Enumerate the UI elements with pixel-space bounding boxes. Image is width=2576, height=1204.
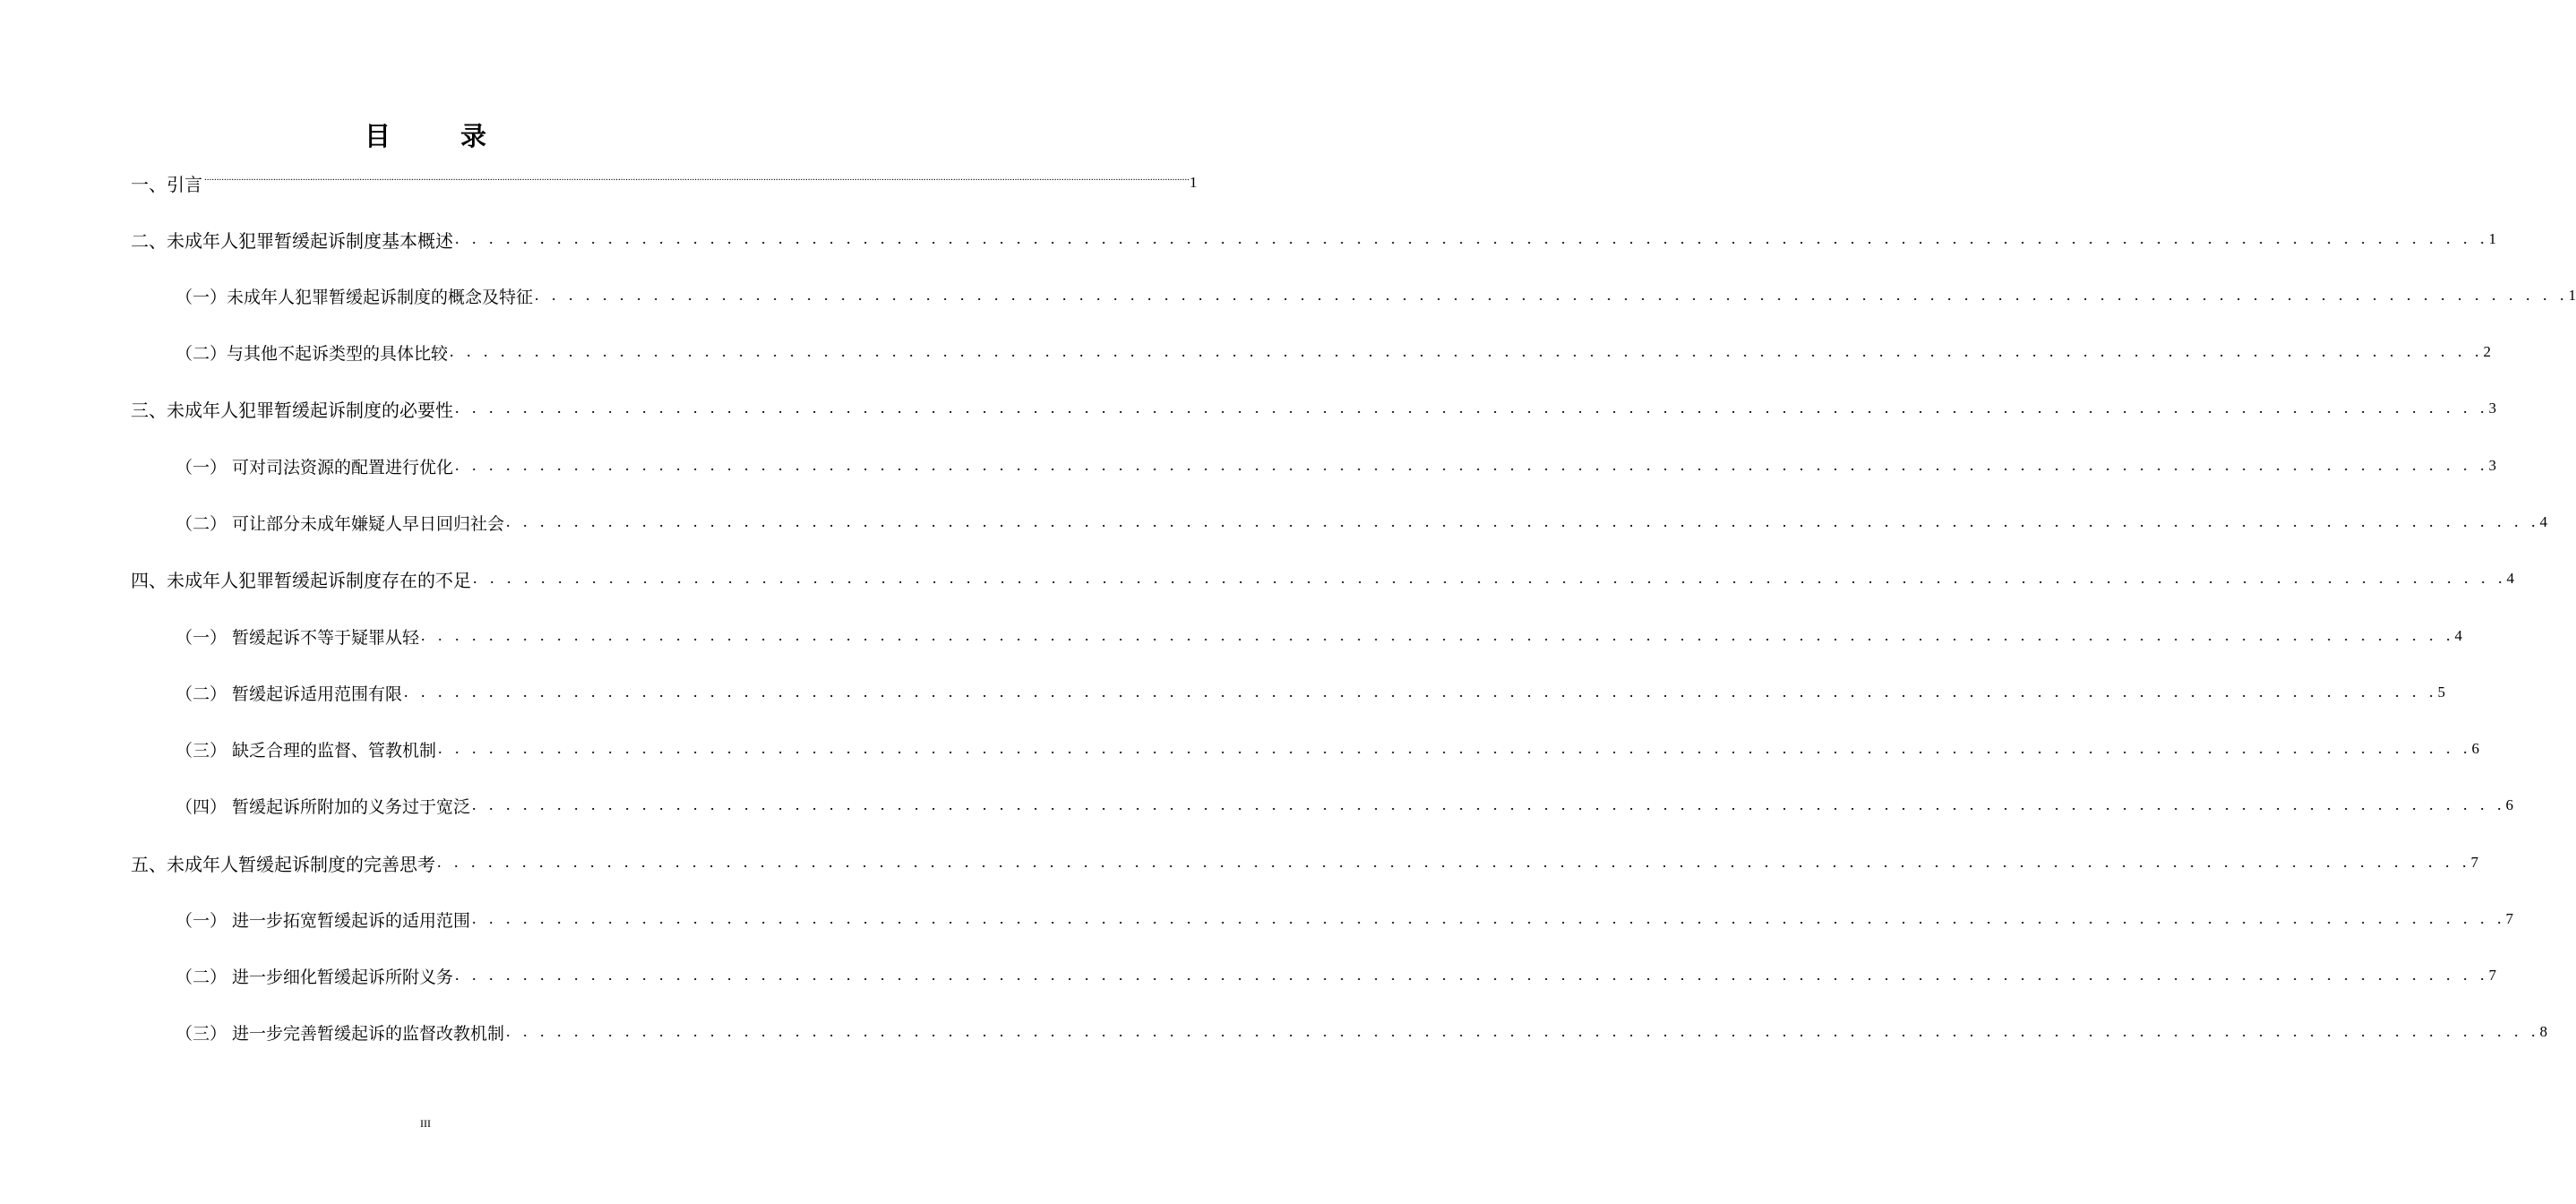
toc-entry-label: 一、引言 [131, 174, 202, 195]
toc-entry-label: 三、未成年人犯罪暂缓起诉制度的必要性 [131, 400, 453, 421]
toc-entry-label: （三） 缺乏合理的监督、管教机制 [176, 741, 437, 761]
toc-entry-page: 7 [2488, 967, 2497, 984]
toc-entry[interactable] [176, 339, 2492, 366]
toc-entry[interactable] [131, 565, 2514, 592]
toc-entry[interactable] [176, 962, 2497, 989]
toc-entry[interactable] [176, 792, 2514, 819]
toc-entry-page: 3 [2488, 457, 2497, 474]
toc-entry-page: 4 [2539, 513, 2548, 530]
toc-entry[interactable] [176, 906, 2514, 933]
toc-dot-leader: . . . . . . . . . . . . . . . . . . . . . . . . . . . . . . . . . . . . . . . . . . . . . . . . . . . . . . . . . . . . . . . . . . . . . . . . . . . . . . . . . . . . . . . . . . . . . . . . . . . . . . . . . . . . . . . . . . . . . . . . [472, 909, 2506, 927]
footer-page-number: III [420, 1117, 431, 1130]
toc-dot-leader: . . . . . . . . . . . . . . . . . . . . . . . . . . . . . . . . . . . . . . . . . . . . . . . . . . . . . . . . . . . . . . . . . . . . . . . . . . . . . . . . . . . . . . . . . . . . . . . . . . . . . . . . . . . . . . . . . . . . . . . . [438, 739, 2472, 757]
toc-entry-label: （二） 进一步细化暂缓起诉所附义务 [176, 968, 454, 987]
toc-entry-label: （一） 暂缓起诉不等于疑罪从轻 [176, 628, 420, 648]
toc-entry[interactable] [131, 395, 2496, 422]
toc-entry-page: 7 [2470, 854, 2478, 871]
toc-entry[interactable] [176, 623, 2463, 649]
toc-entry-label: （一） 进一步拓宽暂缓起诉的适用范围 [176, 911, 471, 931]
toc-entry-page: 5 [2437, 684, 2446, 701]
toc-entry-page: 8 [2539, 1023, 2548, 1040]
toc-dot-leader: . . . . . . . . . . . . . . . . . . . . . . . . . . . . . . . . . . . . . . . . . . . . . . . . . . . . . . . . . . . . . . . . . . . . . . . . . . . . . . . . . . . . . . . . . . . . . . . . . . . . . . . . . . . . . . . . . . . . . . . . [455, 456, 2489, 474]
toc-entry-label: （三） 进一步完善暂缓起诉的监督改教机制 [176, 1024, 505, 1044]
toc-entry-label: 四、未成年人犯罪暂缓起诉制度存在的不足 [131, 570, 471, 591]
toc-entry[interactable] [176, 735, 2480, 762]
toc-entry-page: 2 [2483, 343, 2492, 360]
toc-dot-leader: . . . . . . . . . . . . . . . . . . . . . . . . . . . . . . . . . . . . . . . . . . . . . . . . . . . . . . . . . . . . . . . . . . . . . . . . . . . . . . . . . . . . . . . . . . . . . . . . . . . . . . . . . . . . . . . . . . . . . . . . [472, 796, 2506, 813]
toc-entry[interactable] [176, 282, 2576, 309]
toc-dot-leader: . . . . . . . . . . . . . . . . . . . . . . . . . . . . . . . . . . . . . . . . . . . . . . . . . . . . . . . . . . . . . . . . . . . . . . . . . . . . . . . . . . . . . . . . . . . . . . . . . . . . . . . . . . . . . . . . . . . . . . . . [404, 683, 2438, 701]
toc-dot-leader: . . . . . . . . . . . . . . . . . . . . . . . . . . . . . . . . . . . . . . . . . . . . . . . . . . . . . . . . . . . . . . . . . . . . . . . . . . . . . . . . . . . . . . . . . . . . . . . . . . . . . . . . . . . . . . . . . . . . . . . . [455, 966, 2489, 984]
toc-dot-leader: . . . . . . . . . . . . . . . . . . . . . . . . . . . . . . . . . . . . . . . . . . . . . . . . . . . . . . . . . . . . . . . . . . . . . . . . . . . . . . . . . . . . . . . . . . . . . . . . . . . . . . . . . . . . . . . . . . . . . . . . [450, 342, 2484, 360]
toc-entry[interactable] [176, 452, 2497, 479]
toc-entry[interactable] [176, 509, 2548, 536]
toc-entry-page: 4 [2506, 570, 2514, 587]
toc-dot-leader: ................................................................................................................................................................................................................................................................................................................................................................................................................ [204, 172, 1189, 183]
toc-title: 目 录 [364, 121, 518, 151]
toc-entry[interactable] [131, 226, 2496, 253]
toc-entry[interactable] [176, 1019, 2548, 1045]
toc-entry-page: 6 [2471, 740, 2480, 757]
toc-entry-page: 1 [2488, 230, 2496, 247]
toc-dot-leader: . . . . . . . . . . . . . . . . . . . . . . . . . . . . . . . . . . . . . . . . . . . . . . . . . . . . . . . . . . . . . . . . . . . . . . . . . . . . . . . . . . . . . . . . . . . . . . . . . . . . . . . . . . . . . . . . . . . . . . . . [437, 853, 2471, 871]
toc-entry-page: 1 [1189, 174, 1198, 191]
toc-dot-leader: . . . . . . . . . . . . . . . . . . . . . . . . . . . . . . . . . . . . . . . . . . . . . . . . . . . . . . . . . . . . . . . . . . . . . . . . . . . . . . . . . . . . . . . . . . . . . . . . . . . . . . . . . . . . . . . . . . . . . . . . [455, 399, 2489, 417]
toc-dot-leader: . . . . . . . . . . . . . . . . . . . . . . . . . . . . . . . . . . . . . . . . . . . . . . . . . . . . . . . . . . . . . . . . . . . . . . . . . . . . . . . . . . . . . . . . . . . . . . . . . . . . . . . . . . . . . . . . . . . . . . . . [421, 626, 2455, 644]
toc-entry-page: 6 [2505, 796, 2514, 813]
toc-entry-label: （一） 可对司法资源的配置进行优化 [176, 458, 454, 477]
toc-entry-page: 3 [2488, 400, 2496, 417]
toc-entry-label: （二） 暂缓起诉适用范围有限 [176, 684, 403, 704]
toc-entry[interactable] [131, 169, 1198, 196]
toc-entry-label: 二、未成年人犯罪暂缓起诉制度基本概述 [131, 230, 453, 252]
toc-dot-leader: . . . . . . . . . . . . . . . . . . . . . . . . . . . . . . . . . . . . . . . . . . . . . . . . . . . . . . . . . . . . . . . . . . . . . . . . . . . . . . . . . . . . . . . . . . . . . . . . . . . . . . . . . . . . . . . . . . . . . . . . [506, 512, 2540, 530]
toc-entry-label: 五、未成年人暂缓起诉制度的完善思考 [131, 854, 435, 875]
toc-dot-leader: . . . . . . . . . . . . . . . . . . . . . . . . . . . . . . . . . . . . . . . . . . . . . . . . . . . . . . . . . . . . . . . . . . . . . . . . . . . . . . . . . . . . . . . . . . . . . . . . . . . . . . . . . . . . . . . . . . . . . . . . [455, 229, 2489, 247]
toc-entry-page: 4 [2454, 627, 2463, 644]
toc-entry-label: （二） 可让部分未成年嫌疑人早日回归社会 [176, 514, 505, 534]
toc-entry-label: （四） 暂缓起诉所附加的义务过于宽泛 [176, 797, 471, 817]
toc-dot-leader: . . . . . . . . . . . . . . . . . . . . . . . . . . . . . . . . . . . . . . . . . . . . . . . . . . . . . . . . . . . . . . . . . . . . . . . . . . . . . . . . . . . . . . . . . . . . . . . . . . . . . . . . . . . . . . . . . . . . . . . . [473, 569, 2507, 587]
toc-entry[interactable] [176, 679, 2446, 706]
toc-entry-page: 1 [2568, 287, 2576, 304]
toc-entry-label: （二）与其他不起诉类型的具体比较 [176, 344, 449, 364]
toc-entry-label: （一）未成年人犯罪暂缓起诉制度的概念及特征 [176, 288, 534, 307]
toc-dot-leader: . . . . . . . . . . . . . . . . . . . . . . . . . . . . . . . . . . . . . . . . . . . . . . . . . . . . . . . . . . . . . . . . . . . . . . . . . . . . . . . . . . . . . . . . . . . . . . . . . . . . . . . . . . . . . . . . . . . . . . . . [535, 286, 2569, 304]
toc-dot-leader: . . . . . . . . . . . . . . . . . . . . . . . . . . . . . . . . . . . . . . . . . . . . . . . . . . . . . . . . . . . . . . . . . . . . . . . . . . . . . . . . . . . . . . . . . . . . . . . . . . . . . . . . . . . . . . . . . . . . . . . . [506, 1022, 2540, 1040]
toc-entry[interactable] [131, 849, 2478, 876]
toc-entry-page: 7 [2505, 910, 2514, 927]
